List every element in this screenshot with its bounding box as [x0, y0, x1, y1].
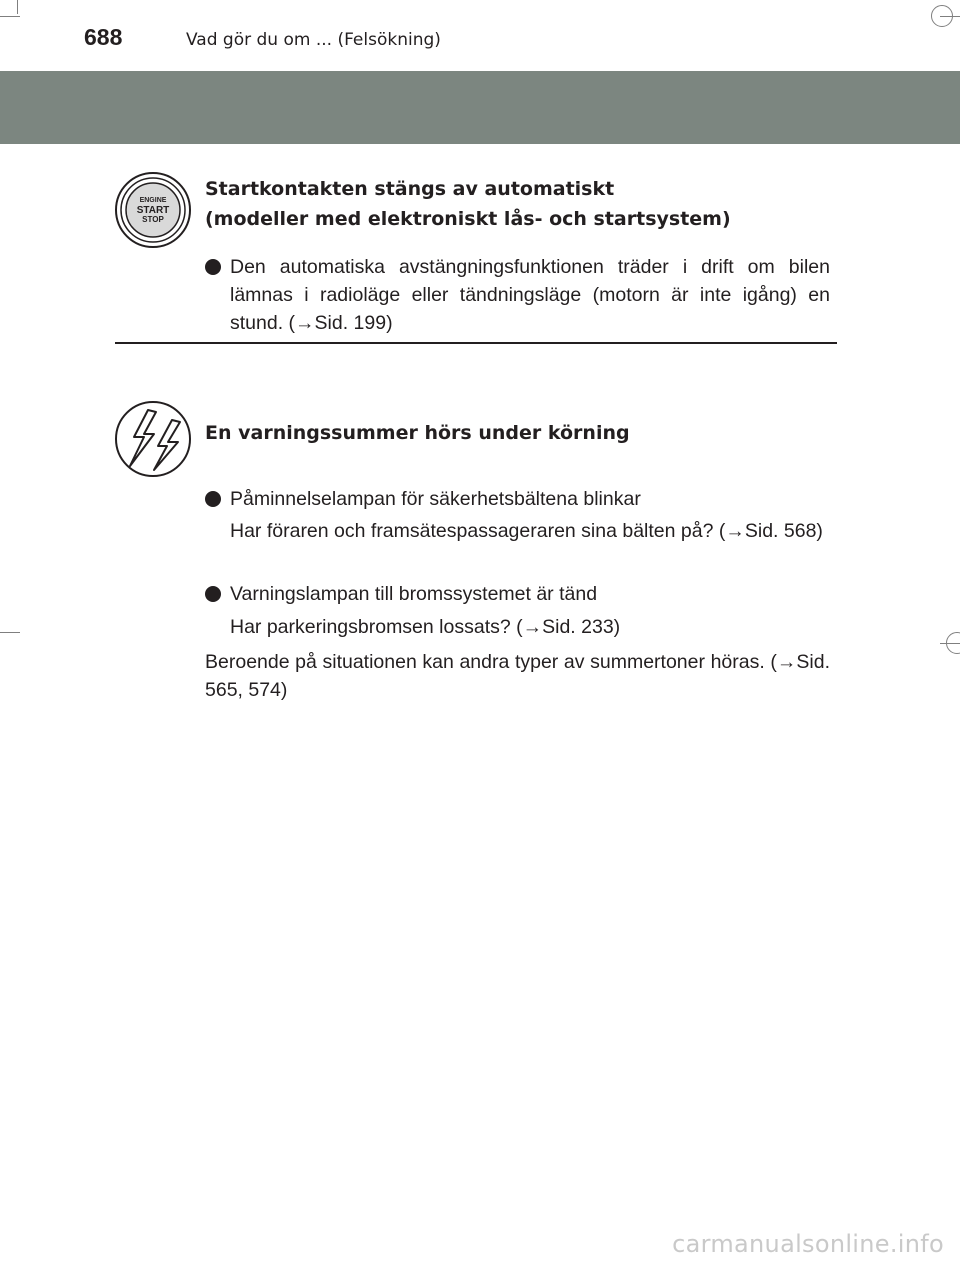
- watermark: carmanualsonline.info: [672, 1230, 944, 1258]
- bullet-icon: [205, 586, 221, 602]
- closing-paragraph: Beroende på situationen kan andra typer av summertoner höras. (→Sid. 565, 574): [205, 651, 830, 701]
- page-header: [0, 0, 960, 64]
- section-title-line: (modeller med elektroniskt lås- och startsystem): [205, 208, 731, 230]
- list-item: [205, 485, 830, 513]
- start-label: START: [136, 205, 170, 216]
- section-title: [205, 174, 731, 234]
- section-divider: [115, 342, 837, 344]
- list-item: [205, 253, 830, 337]
- list-item-detail: Har parkeringsbromsen lossats? (→Sid. 233): [230, 616, 621, 638]
- warning-buzzer-icon: [114, 400, 192, 478]
- engine-label: ENGINE: [139, 197, 167, 204]
- bullet-icon: [205, 259, 221, 275]
- section-title: En varningssummer hörs under körning: [205, 422, 630, 444]
- bullet-icon: [205, 491, 221, 507]
- list-item-detail: Har föraren och framsätespassageraren sina bälten på? (→Sid. 568): [230, 520, 823, 542]
- stop-label: STOP: [142, 215, 164, 224]
- list-item-text: Varningslampan till bromssystemet är tänd: [230, 583, 598, 605]
- list-item: [205, 580, 830, 608]
- chapter-title: Vad gör du om ... (Felsökning): [186, 30, 441, 50]
- list-item-text: Påminnelselampan för säkerhetsbältena blinkar: [230, 488, 641, 510]
- list-item-text: Den automatiska avstängningsfunktionen träder i drift om bilen lämnas i radioläge eller tändningsläge (motorn är inte igång) en stund. (→Sid. 199): [230, 256, 830, 334]
- crop-mark: [0, 632, 20, 633]
- header-band: [0, 71, 960, 144]
- engine-start-stop-icon: [114, 171, 192, 249]
- section-title-line: Startkontakten stängs av automatiskt: [205, 178, 615, 200]
- page-number: 688: [84, 24, 123, 50]
- crop-mark: [940, 643, 960, 644]
